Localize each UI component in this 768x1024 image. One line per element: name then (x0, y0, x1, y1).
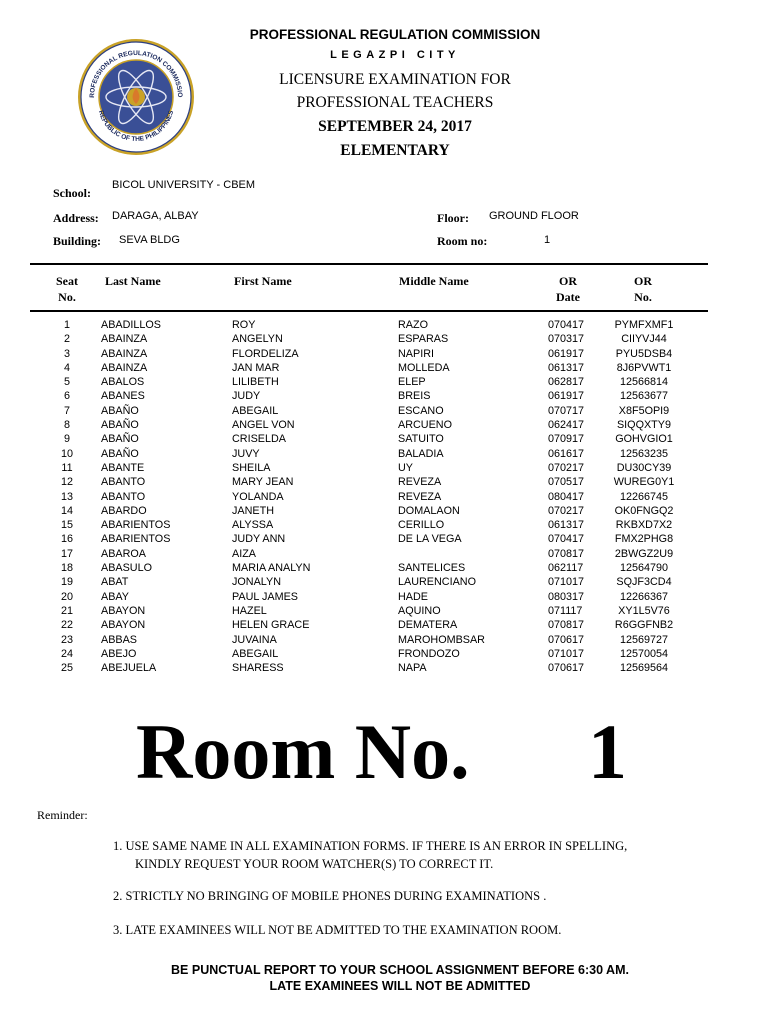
room-banner-number: 1 (588, 708, 627, 795)
or-date: 071017 (548, 576, 585, 589)
seat-number: 1 (63, 319, 70, 331)
first-name: JUVAINA (232, 633, 277, 646)
first-name: JONALYN (232, 576, 281, 589)
first-name: AIZA (232, 547, 256, 560)
middle-name: ELEP (398, 376, 426, 389)
or-number: SQJF3CD4 (616, 576, 672, 589)
or-number: DU30CY39 (616, 461, 672, 474)
last-name: ABANTO (101, 476, 146, 489)
exam-title-line2: PROFESSIONAL TEACHERS (296, 94, 494, 111)
seat-number: 22 (60, 619, 73, 632)
seat-number: 11 (61, 461, 73, 474)
middle-name: MOLLEDA (398, 361, 450, 374)
or-number: R6GGFNB2 (614, 619, 674, 632)
or-date: 070217 (548, 504, 585, 517)
first-name: ABEGAIL (232, 647, 279, 660)
table-row (0, 604, 768, 618)
or-date: 070517 (548, 476, 585, 489)
footer-notice-line2: LATE EXAMINEES WILL NOT BE ADMITTED (269, 979, 531, 993)
or-number: CIIYVJ44 (621, 333, 667, 346)
middle-name: BALADIA (398, 447, 444, 460)
or-date: 070717 (548, 404, 585, 417)
or-date: 070917 (548, 433, 585, 446)
or-date: 070417 (548, 319, 585, 331)
first-name: LILIBETH (232, 376, 279, 389)
middle-name: UY (398, 461, 413, 474)
last-name: ABAÑO (101, 433, 139, 446)
table-row (0, 389, 768, 403)
middle-name: SATUITO (398, 433, 444, 446)
or-date: 070217 (548, 461, 585, 474)
city-subtitle: LEGAZPI CITY (330, 49, 460, 61)
seat-number: 18 (60, 562, 73, 575)
last-name: ABAT (101, 576, 129, 589)
or-date: 061317 (548, 361, 585, 374)
last-name: ABAÑO (101, 404, 139, 417)
or-number: 12563677 (619, 390, 669, 403)
seat-number: 16 (60, 533, 73, 546)
middle-name: ARCUENO (398, 419, 452, 432)
middle-name: NAPA (398, 662, 427, 675)
table-row (0, 375, 768, 389)
seat-number: 4 (63, 361, 70, 374)
seat-number: 21 (60, 604, 73, 617)
or-date: 061317 (548, 519, 585, 532)
or-number: 12566814 (619, 376, 669, 389)
or-date: 070817 (548, 547, 585, 560)
or-number: X8F5OPI9 (618, 404, 670, 417)
or-date: 070817 (548, 619, 585, 632)
room-number-label: Room no: (437, 234, 488, 248)
seat-number: 10 (60, 447, 73, 460)
first-name: JUDY (232, 390, 261, 403)
last-name: ABAÑO (101, 419, 139, 432)
seat-number: 12 (60, 476, 73, 489)
last-name: ABANTO (101, 490, 146, 503)
address-label: Address: (53, 211, 99, 225)
seat-number: 23 (60, 633, 73, 646)
or-number: PYMFXMF1 (614, 319, 674, 331)
last-name: ABAINZA (101, 333, 148, 346)
school-label: School: (53, 186, 92, 200)
or-date: 080317 (548, 590, 585, 603)
table-row (0, 361, 768, 375)
last-name: ABAROA (101, 547, 147, 560)
seat-number: 2 (63, 333, 70, 346)
seat-number: 20 (60, 590, 73, 603)
first-name: SHEILA (232, 461, 271, 474)
first-name: PAUL JAMES (232, 590, 298, 603)
last-name: ABARIENTOS (101, 533, 171, 546)
last-name: ABAYON (101, 604, 146, 617)
middle-name: SANTELICES (398, 562, 466, 575)
or-number: GOHVGIO1 (615, 433, 673, 446)
exam-date: SEPTEMBER 24, 2017 (318, 118, 472, 135)
middle-name: DE LA VEGA (398, 533, 462, 546)
reminder-item-3: 3. LATE EXAMINEES WILL NOT BE ADMITTED TO THE EXAMINATION ROOM. (113, 923, 562, 937)
table-row (0, 575, 768, 589)
first-name: ROY (232, 319, 256, 331)
or-date: 062117 (548, 562, 584, 575)
table-row (0, 461, 768, 475)
table-row (0, 404, 768, 418)
table-row (0, 447, 768, 461)
or-date: 080417 (548, 490, 585, 503)
seat-number: 24 (60, 647, 73, 660)
table-row (0, 532, 768, 546)
last-name: ABBAS (101, 633, 138, 646)
last-name: ABADILLOS (101, 319, 162, 331)
table-row (0, 332, 768, 346)
table-header-rule (30, 310, 708, 312)
table-row (0, 547, 768, 561)
seat-number: 19 (60, 576, 73, 589)
or-date: 071117 (548, 604, 583, 617)
first-name: ANGELYN (232, 333, 283, 346)
or-number: 2BWGZ2U9 (614, 547, 674, 560)
seat-number: 17 (60, 547, 73, 560)
table-row (0, 432, 768, 446)
or-date: 070617 (548, 633, 585, 646)
room-banner-label: Room No. (136, 708, 470, 795)
or-date: 061917 (548, 390, 585, 403)
or-number: 8J6PVWT1 (616, 361, 672, 374)
exam-title-line1: LICENSURE EXAMINATION FOR (279, 71, 511, 88)
first-name: CRISELDA (232, 433, 287, 446)
header-middle-name: Middle Name (399, 274, 469, 288)
first-name: JUVY (232, 447, 260, 460)
first-name: FLORDELIZA (232, 347, 299, 360)
room-number-value: 1 (544, 234, 551, 246)
last-name: ABARDO (101, 504, 147, 517)
middle-name: NAPIRI (398, 347, 434, 360)
seat-number: 13 (60, 490, 73, 503)
or-number: 12563235 (619, 447, 669, 460)
or-number: RKBXD7X2 (615, 519, 673, 532)
or-date: 061617 (548, 447, 585, 460)
first-name: MARY JEAN (232, 476, 294, 489)
or-date: 061917 (548, 347, 585, 360)
middle-name: FRONDOZO (398, 647, 460, 660)
last-name: ABANTE (101, 461, 145, 474)
or-number: FMX2PHG8 (614, 533, 674, 546)
table-row (0, 418, 768, 432)
or-number: 12569564 (619, 662, 669, 675)
middle-name: AQUINO (398, 604, 441, 617)
middle-name: ESPARAS (398, 333, 449, 346)
last-name: ABAINZA (101, 361, 148, 374)
last-name: ABANES (101, 390, 145, 403)
or-number: 12266745 (619, 490, 669, 503)
table-row (0, 518, 768, 532)
table-row (0, 561, 768, 575)
or-number: OK0FNGQ2 (614, 504, 674, 517)
or-number: 12266367 (619, 590, 669, 603)
seat-number: 14 (60, 504, 73, 517)
first-name: JANETH (232, 504, 274, 517)
footer-notice-line1: BE PUNCTUAL REPORT TO YOUR SCHOOL ASSIGNMENT BEFORE 6:30 AM. (171, 963, 629, 977)
last-name: ABAÑO (101, 447, 139, 460)
table-top-rule (30, 263, 708, 265)
reminder-item-2: 2. STRICTLY NO BRINGING OF MOBILE PHONES DURING EXAMINATIONS . (113, 889, 547, 903)
first-name: MARIA ANALYN (232, 562, 311, 575)
or-number: PYU5DSB4 (615, 347, 673, 360)
table-row (0, 318, 768, 332)
first-name: JUDY ANN (232, 533, 286, 546)
reminder-title: Reminder: (37, 808, 88, 822)
floor-value: GROUND FLOOR (489, 210, 579, 222)
building-value: SEVA BLDG (119, 234, 180, 246)
table-row (0, 490, 768, 504)
middle-name: DOMALAON (398, 504, 460, 517)
or-number: 12569727 (619, 633, 669, 646)
or-date: 070317 (548, 333, 585, 346)
first-name: YOLANDA (232, 490, 284, 503)
svg-text:REPUBLIC OF THE PHILIPPINES: REPUBLIC OF THE PHILIPPINES (96, 109, 176, 144)
reminder-item-1: 1. USE SAME NAME IN ALL EXAMINATION FORMS. IF THERE IS AN ERROR IN SPELLING, KINDLY REQUEST YOUR ROOM WATCHER(S) TO CORRECT IT. (113, 839, 628, 871)
last-name: ABAY (101, 590, 130, 603)
exam-level: ELEMENTARY (340, 142, 450, 159)
organization-title: PROFESSIONAL REGULATION COMMISSION (249, 27, 541, 42)
middle-name: RAZO (398, 319, 428, 331)
building-label: Building: (53, 234, 102, 248)
last-name: ABEJO (101, 647, 137, 660)
table-row (0, 504, 768, 518)
or-date: 062417 (548, 419, 585, 432)
first-name: ALYSSA (232, 519, 274, 532)
middle-name: CERILLO (398, 519, 445, 532)
or-date: 070417 (548, 533, 585, 546)
middle-name: ESCANO (398, 404, 444, 417)
last-name: ABAINZA (101, 347, 148, 360)
last-name: ABALOS (101, 376, 145, 389)
first-name: SHARESS (232, 662, 284, 675)
floor-label: Floor: (437, 211, 469, 225)
seat-number: 3 (63, 347, 70, 360)
table-row (0, 475, 768, 489)
or-date: 070617 (548, 662, 585, 675)
header-first-name: First Name (234, 274, 292, 288)
or-number: XY1L5V76 (618, 604, 670, 617)
middle-name: LAURENCIANO (398, 576, 476, 589)
middle-name: HADE (398, 590, 428, 603)
seat-number: 6 (63, 390, 70, 403)
middle-name: BREIS (398, 390, 431, 403)
seat-number: 9 (63, 433, 70, 446)
seat-number: 25 (60, 662, 73, 675)
first-name: ABEGAIL (232, 404, 279, 417)
seat-number: 8 (63, 419, 70, 432)
last-name: ABEJUELA (101, 662, 157, 675)
first-name: ANGEL VON (232, 419, 295, 432)
middle-name: MAROHOMBSAR (398, 633, 485, 646)
table-row (0, 633, 768, 647)
school-value: BICOL UNIVERSITY - CBEM (112, 179, 256, 191)
seat-number: 5 (63, 376, 70, 389)
examinee-table-body (0, 318, 768, 675)
or-date: 071017 (548, 647, 585, 660)
middle-name: REVEZA (398, 490, 442, 503)
seat-number: 7 (63, 404, 70, 417)
or-number: WUREG0Y1 (613, 476, 675, 489)
header-last-name: Last Name (105, 274, 161, 288)
last-name: ABAYON (101, 619, 146, 632)
last-name: ABARIENTOS (101, 519, 171, 532)
table-row (0, 647, 768, 661)
first-name: JAN MAR (232, 361, 280, 374)
seal-icon (76, 37, 196, 157)
seat-number: 15 (60, 519, 73, 532)
middle-name: REVEZA (398, 476, 442, 489)
last-name: ABASULO (101, 562, 153, 575)
middle-name: DEMATERA (398, 619, 458, 632)
header-seat-no: Seat No. (56, 274, 78, 304)
svg-text:PROFESSIONAL REGULATION COMMIS: ROFESSIONAL REGULATION COMMISSIO (88, 49, 184, 98)
or-number: 12570054 (619, 647, 669, 660)
or-number: 12564790 (619, 562, 669, 575)
header-or-no: OR No. (634, 274, 652, 304)
table-row (0, 618, 768, 632)
or-number: SIQQXTY9 (616, 419, 671, 432)
table-row (0, 590, 768, 604)
table-row (0, 661, 768, 675)
address-value: DARAGA, ALBAY (112, 210, 199, 222)
table-row (0, 347, 768, 361)
prc-seal-logo (76, 37, 196, 157)
header-or-date: OR Date (556, 274, 580, 304)
or-date: 062817 (548, 376, 585, 389)
first-name: HAZEL (232, 604, 267, 617)
first-name: HELEN GRACE (232, 619, 310, 632)
